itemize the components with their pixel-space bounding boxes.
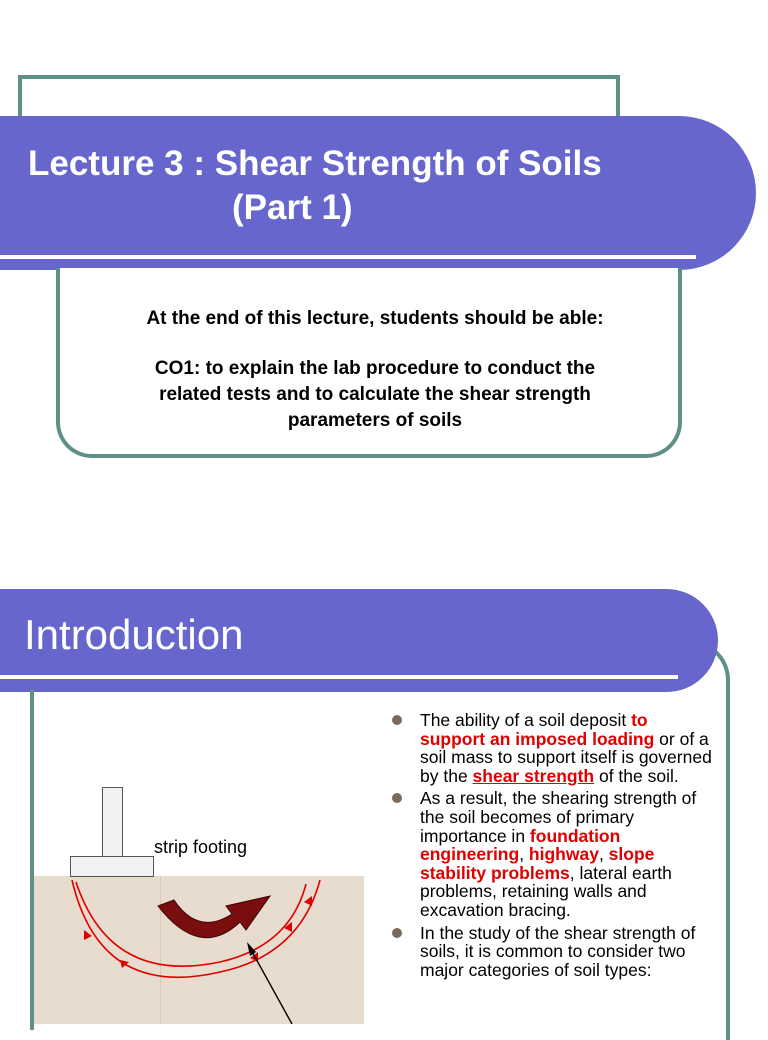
bullet-2-text-c: , [519,844,529,865]
strip-footing-label: strip footing [154,837,248,857]
bullet-1-highlight-support: to support an imposed loading [420,710,655,749]
bullet-2-text-e: , [598,844,609,865]
bullet-3-text-a: In the study of the shear strength of soils, it is common to consider two major categories of soil types: [420,922,696,980]
bullet-2-text-g: , lateral earth problems, retaining walls and excavation bracing. [420,862,672,920]
bullet-2-highlight-slope: slope stability problems [420,844,655,883]
bullet-1-highlight-shear-strength: shear strength [472,765,595,786]
co1-line-3: parameters of soils [287,410,463,431]
bullet-2-highlight-foundation: foundation engineering [420,825,621,865]
bullet-item-2 [392,789,712,919]
bullet-2-highlight-highway: highway [528,844,599,865]
bullet-item-1 [392,711,712,785]
slip-arrow-2 [120,960,129,968]
bullet-dot-icon [392,928,402,938]
title-line-1: Lecture 3 : Shear Strength of Soils [28,144,602,183]
co1-line-2: related tests and to calculate the shear strength [159,384,591,405]
title-line-2: (Part 1) [232,188,353,227]
rotation-arrow-icon [158,896,270,938]
bullet-1-text-a: The ability of a soil deposit [420,710,632,730]
introduction-bullets [392,711,712,983]
introduction-title: Introduction [24,611,244,658]
bullet-dot-icon [392,715,402,725]
pointer-line [250,948,292,1024]
slip-arrow-4 [284,922,292,932]
slip-arrow-1 [84,930,92,940]
objectives-intro: At the end of this lecture, students should be able: [146,308,604,329]
bullet-1-text-c: or of a soil mass to support itself is governed by the [420,728,712,786]
slip-arrow-5 [304,896,312,906]
co1-line-1: CO1: to explain the lab procedure to conduct the [154,358,596,379]
bullet-1-text-e: of the soil. [594,765,679,786]
bullet-dot-icon [392,793,402,803]
bullet-item-3 [392,924,712,980]
bullet-2-text-a: As a result, the shearing strength of the soil becomes of primary importance in [420,788,697,846]
